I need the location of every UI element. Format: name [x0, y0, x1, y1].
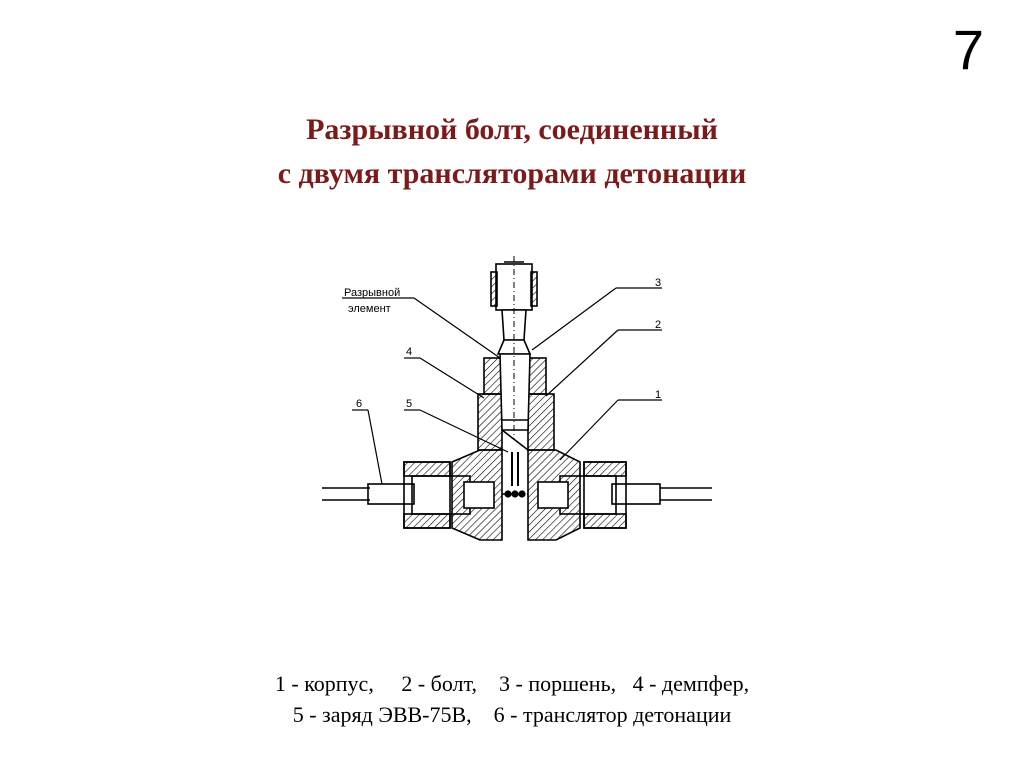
right-cable [612, 484, 712, 504]
legend [0, 668, 1024, 730]
left-cable [322, 484, 414, 504]
break-element-label-1: Разрывной [344, 287, 401, 299]
label-1: 1 [655, 389, 662, 401]
legend-line-2: 5 - заряд ЭВВ-75В, 6 - транслятор детонации [292, 702, 732, 727]
slide-number: 7 [952, 18, 984, 81]
legend-line-1: 1 - корпус, 2 - болт, 3 - поршень, 4 - демпфер, [274, 671, 750, 696]
slide-title [0, 108, 1024, 196]
charge [505, 452, 525, 497]
label-4: 4 [406, 346, 413, 358]
label-5: 5 [406, 398, 413, 410]
break-bolt-diagram [300, 250, 730, 550]
label-6: 6 [356, 398, 363, 410]
title-line-1: Разрывной болт, соединенный [306, 113, 718, 146]
title-line-2: с двумя трансляторами детонации [277, 157, 747, 190]
label-3: 3 [655, 277, 662, 289]
label-2: 2 [655, 319, 662, 331]
break-element-label-2: элемент [348, 303, 391, 315]
